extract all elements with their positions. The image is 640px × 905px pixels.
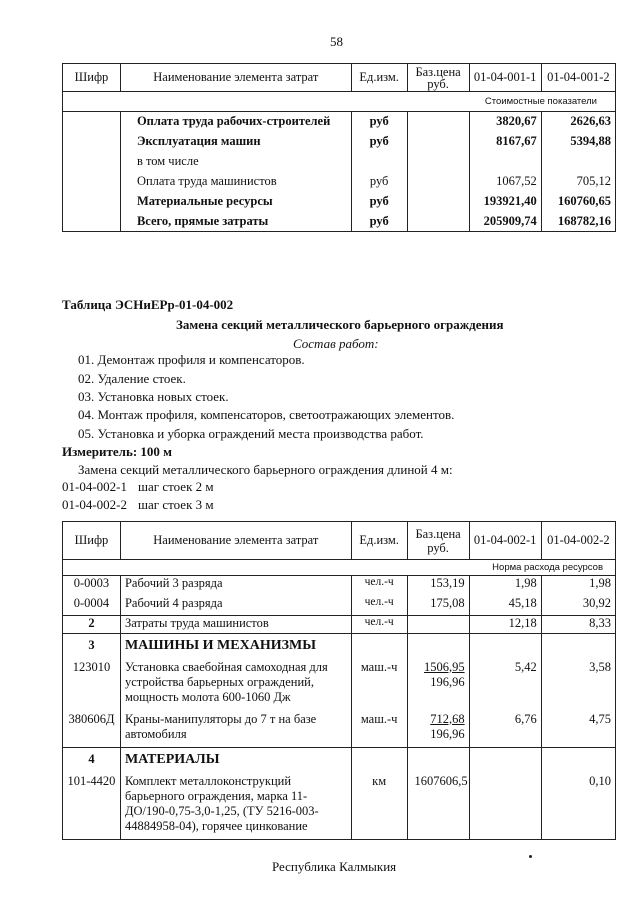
empty-cell (541, 748, 615, 774)
header-code: Шифр (63, 522, 121, 560)
header-col2: 01-04-001-2 (541, 64, 615, 92)
row-name: Всего, прямые затраты (120, 212, 351, 232)
variant-text: шаг стоек 3 м (138, 497, 214, 512)
table-row (63, 712, 616, 748)
header-col2: 01-04-002-2 (541, 522, 615, 560)
header-price: Баз.цена руб. (407, 522, 469, 560)
section-code: 4 (63, 748, 121, 774)
section-name: МАТЕРИАЛЫ (120, 748, 351, 774)
empty-cell (351, 748, 407, 774)
row-name: Краны-манипуляторы до 7 т на базе автомобиля (120, 712, 351, 748)
price-numerator: 1506,95 (423, 659, 465, 674)
row-price (407, 112, 469, 132)
row-name: в том числе (120, 152, 351, 172)
row-unit: км (351, 774, 407, 840)
row-v1: 205909,74 (469, 212, 541, 232)
row-price: 153,19 (407, 576, 469, 596)
row-v2: 1,98 (541, 576, 615, 596)
stray-dot (529, 855, 532, 858)
header-name: Наименование элемента затрат (120, 522, 351, 560)
row-unit: маш.-ч (351, 712, 407, 748)
row-code: 0-0003 (63, 576, 121, 596)
row-v1: 8167,67 (469, 132, 541, 152)
meter: Измеритель: 100 м (62, 444, 173, 459)
row-name: Рабочий 4 разряда (120, 596, 351, 616)
row-v1 (469, 774, 541, 840)
header-col1: 01-04-002-1 (469, 522, 541, 560)
row-v1: 6,76 (469, 712, 541, 748)
row-code (63, 132, 121, 152)
row-price (407, 192, 469, 212)
price-denominator: 196,96 (430, 674, 465, 689)
row-price (407, 132, 469, 152)
row-price (407, 712, 469, 748)
resource-table (62, 521, 616, 840)
resource-subheader: Норма расхода ресурсов (63, 560, 616, 576)
empty-cell (541, 634, 615, 660)
row-code (63, 192, 121, 212)
section-title: Замена секций металлического барьерного ограждения (176, 317, 504, 332)
section-code: 3 (63, 634, 121, 660)
cost-table-body (63, 112, 616, 232)
row-unit: маш.-ч (351, 660, 407, 712)
row-code: 101-4420 (63, 774, 121, 840)
row-name: Оплата труда машинистов (120, 172, 351, 192)
row-unit: руб (351, 112, 407, 132)
table-row (63, 112, 616, 132)
variant-code: 01-04-002-1 (62, 479, 127, 494)
table-row (63, 132, 616, 152)
footer: Республика Калмыкия (272, 859, 397, 874)
row-v2: 0,10 (541, 774, 615, 840)
page-number: 58 (330, 34, 343, 49)
row-price: 175,08 (407, 596, 469, 616)
row-price: 1607606,5 (407, 774, 469, 840)
row-v2: 168782,16 (541, 212, 615, 232)
row-unit: руб (351, 192, 407, 212)
row-unit: руб (351, 212, 407, 232)
row-v2: 8,33 (541, 616, 615, 634)
table-row (63, 616, 616, 634)
row-v1: 1,98 (469, 576, 541, 596)
row-unit: руб (351, 172, 407, 192)
section-row (63, 634, 616, 660)
row-name: Затраты труда машинистов (120, 616, 351, 634)
empty-cell (407, 634, 469, 660)
work-item: 02. Удаление стоек. (78, 371, 186, 386)
row-name: Материальные ресурсы (120, 192, 351, 212)
row-price (407, 152, 469, 172)
row-unit: чел.-ч (351, 596, 407, 616)
row-v1: 193921,40 (469, 192, 541, 212)
row-code: 2 (63, 616, 121, 634)
resource-subheader-row (63, 560, 616, 576)
row-unit: руб (351, 132, 407, 152)
row-code (63, 172, 121, 192)
row-v2: 2626,63 (541, 112, 615, 132)
section-row (63, 748, 616, 774)
row-v1: 12,18 (469, 616, 541, 634)
work-item: 04. Монтаж профиля, компенсаторов, светоотражающих элементов. (78, 407, 455, 422)
work-item: 03. Установка новых стоек. (78, 389, 229, 404)
table-row (63, 172, 616, 192)
row-v2: 5394,88 (541, 132, 615, 152)
table-row (63, 212, 616, 232)
description: Замена секций металлического барьерного ограждения длиной 4 м: (78, 462, 453, 477)
price-numerator: 712,68 (430, 711, 465, 726)
work-item: 01. Демонтаж профиля и компенсаторов. (78, 352, 305, 367)
section-name: МАШИНЫ И МЕХАНИЗМЫ (120, 634, 351, 660)
table-row (63, 660, 616, 712)
table-row (63, 152, 616, 172)
cost-table (62, 63, 616, 232)
row-unit: чел.-ч (351, 616, 407, 634)
row-price (407, 212, 469, 232)
variant-text: шаг стоек 2 м (138, 479, 214, 494)
row-v2: 160760,65 (541, 192, 615, 212)
row-name: Эксплуатация машин (120, 132, 351, 152)
table-label: Таблица ЭСНиЕРр-01-04-002 (62, 297, 234, 312)
row-v1: 45,18 (469, 596, 541, 616)
header-price: Баз.цена руб. (407, 64, 469, 92)
row-unit (351, 152, 407, 172)
row-v2: 705,12 (541, 172, 615, 192)
cost-subheader: Стоимостные показатели (63, 92, 616, 112)
row-price (407, 660, 469, 712)
row-name: Комплект металлоконструкций барьерного ограждения, марка 11-ДО/190-0,75-3,0-1,25, (ТУ 5216-003-44884958-04), горячее цинкование (120, 774, 351, 840)
empty-cell (407, 748, 469, 774)
cost-subheader-row (63, 92, 616, 112)
row-code: 0-0004 (63, 596, 121, 616)
row-code (63, 212, 121, 232)
empty-cell (469, 634, 541, 660)
header-code: Шифр (63, 64, 121, 92)
row-code: 123010 (63, 660, 121, 712)
row-v2: 3,58 (541, 660, 615, 712)
row-v2 (541, 152, 615, 172)
work-item: 05. Установка и уборка ограждений места производства работ. (78, 426, 424, 441)
cost-table-header (63, 64, 616, 92)
row-price (407, 172, 469, 192)
row-v2: 30,92 (541, 596, 615, 616)
row-v1: 5,42 (469, 660, 541, 712)
row-code (63, 152, 121, 172)
header-unit: Ед.изм. (351, 64, 407, 92)
variant-code: 01-04-002-2 (62, 497, 127, 512)
table-row (63, 596, 616, 616)
empty-cell (469, 748, 541, 774)
row-unit: чел.-ч (351, 576, 407, 596)
works-title: Состав работ: (293, 336, 379, 351)
table-row (63, 192, 616, 212)
table-row (63, 774, 616, 840)
empty-cell (351, 634, 407, 660)
row-code: 380606Д (63, 712, 121, 748)
header-name: Наименование элемента затрат (120, 64, 351, 92)
row-name: Установка сваебойная самоходная для устройства барьерных ограждений, мощность молота 600-1060 Дж (120, 660, 351, 712)
row-name: Оплата труда рабочих-строителей (120, 112, 351, 132)
price-denominator: 196,96 (430, 726, 465, 741)
header-col1: 01-04-001-1 (469, 64, 541, 92)
row-v2: 4,75 (541, 712, 615, 748)
row-v1: 1067,52 (469, 172, 541, 192)
row-code (63, 112, 121, 132)
resource-table-header (63, 522, 616, 560)
header-unit: Ед.изм. (351, 522, 407, 560)
row-price (407, 616, 469, 634)
table-row (63, 576, 616, 596)
row-v1: 3820,67 (469, 112, 541, 132)
row-name: Рабочий 3 разряда (120, 576, 351, 596)
row-v1 (469, 152, 541, 172)
